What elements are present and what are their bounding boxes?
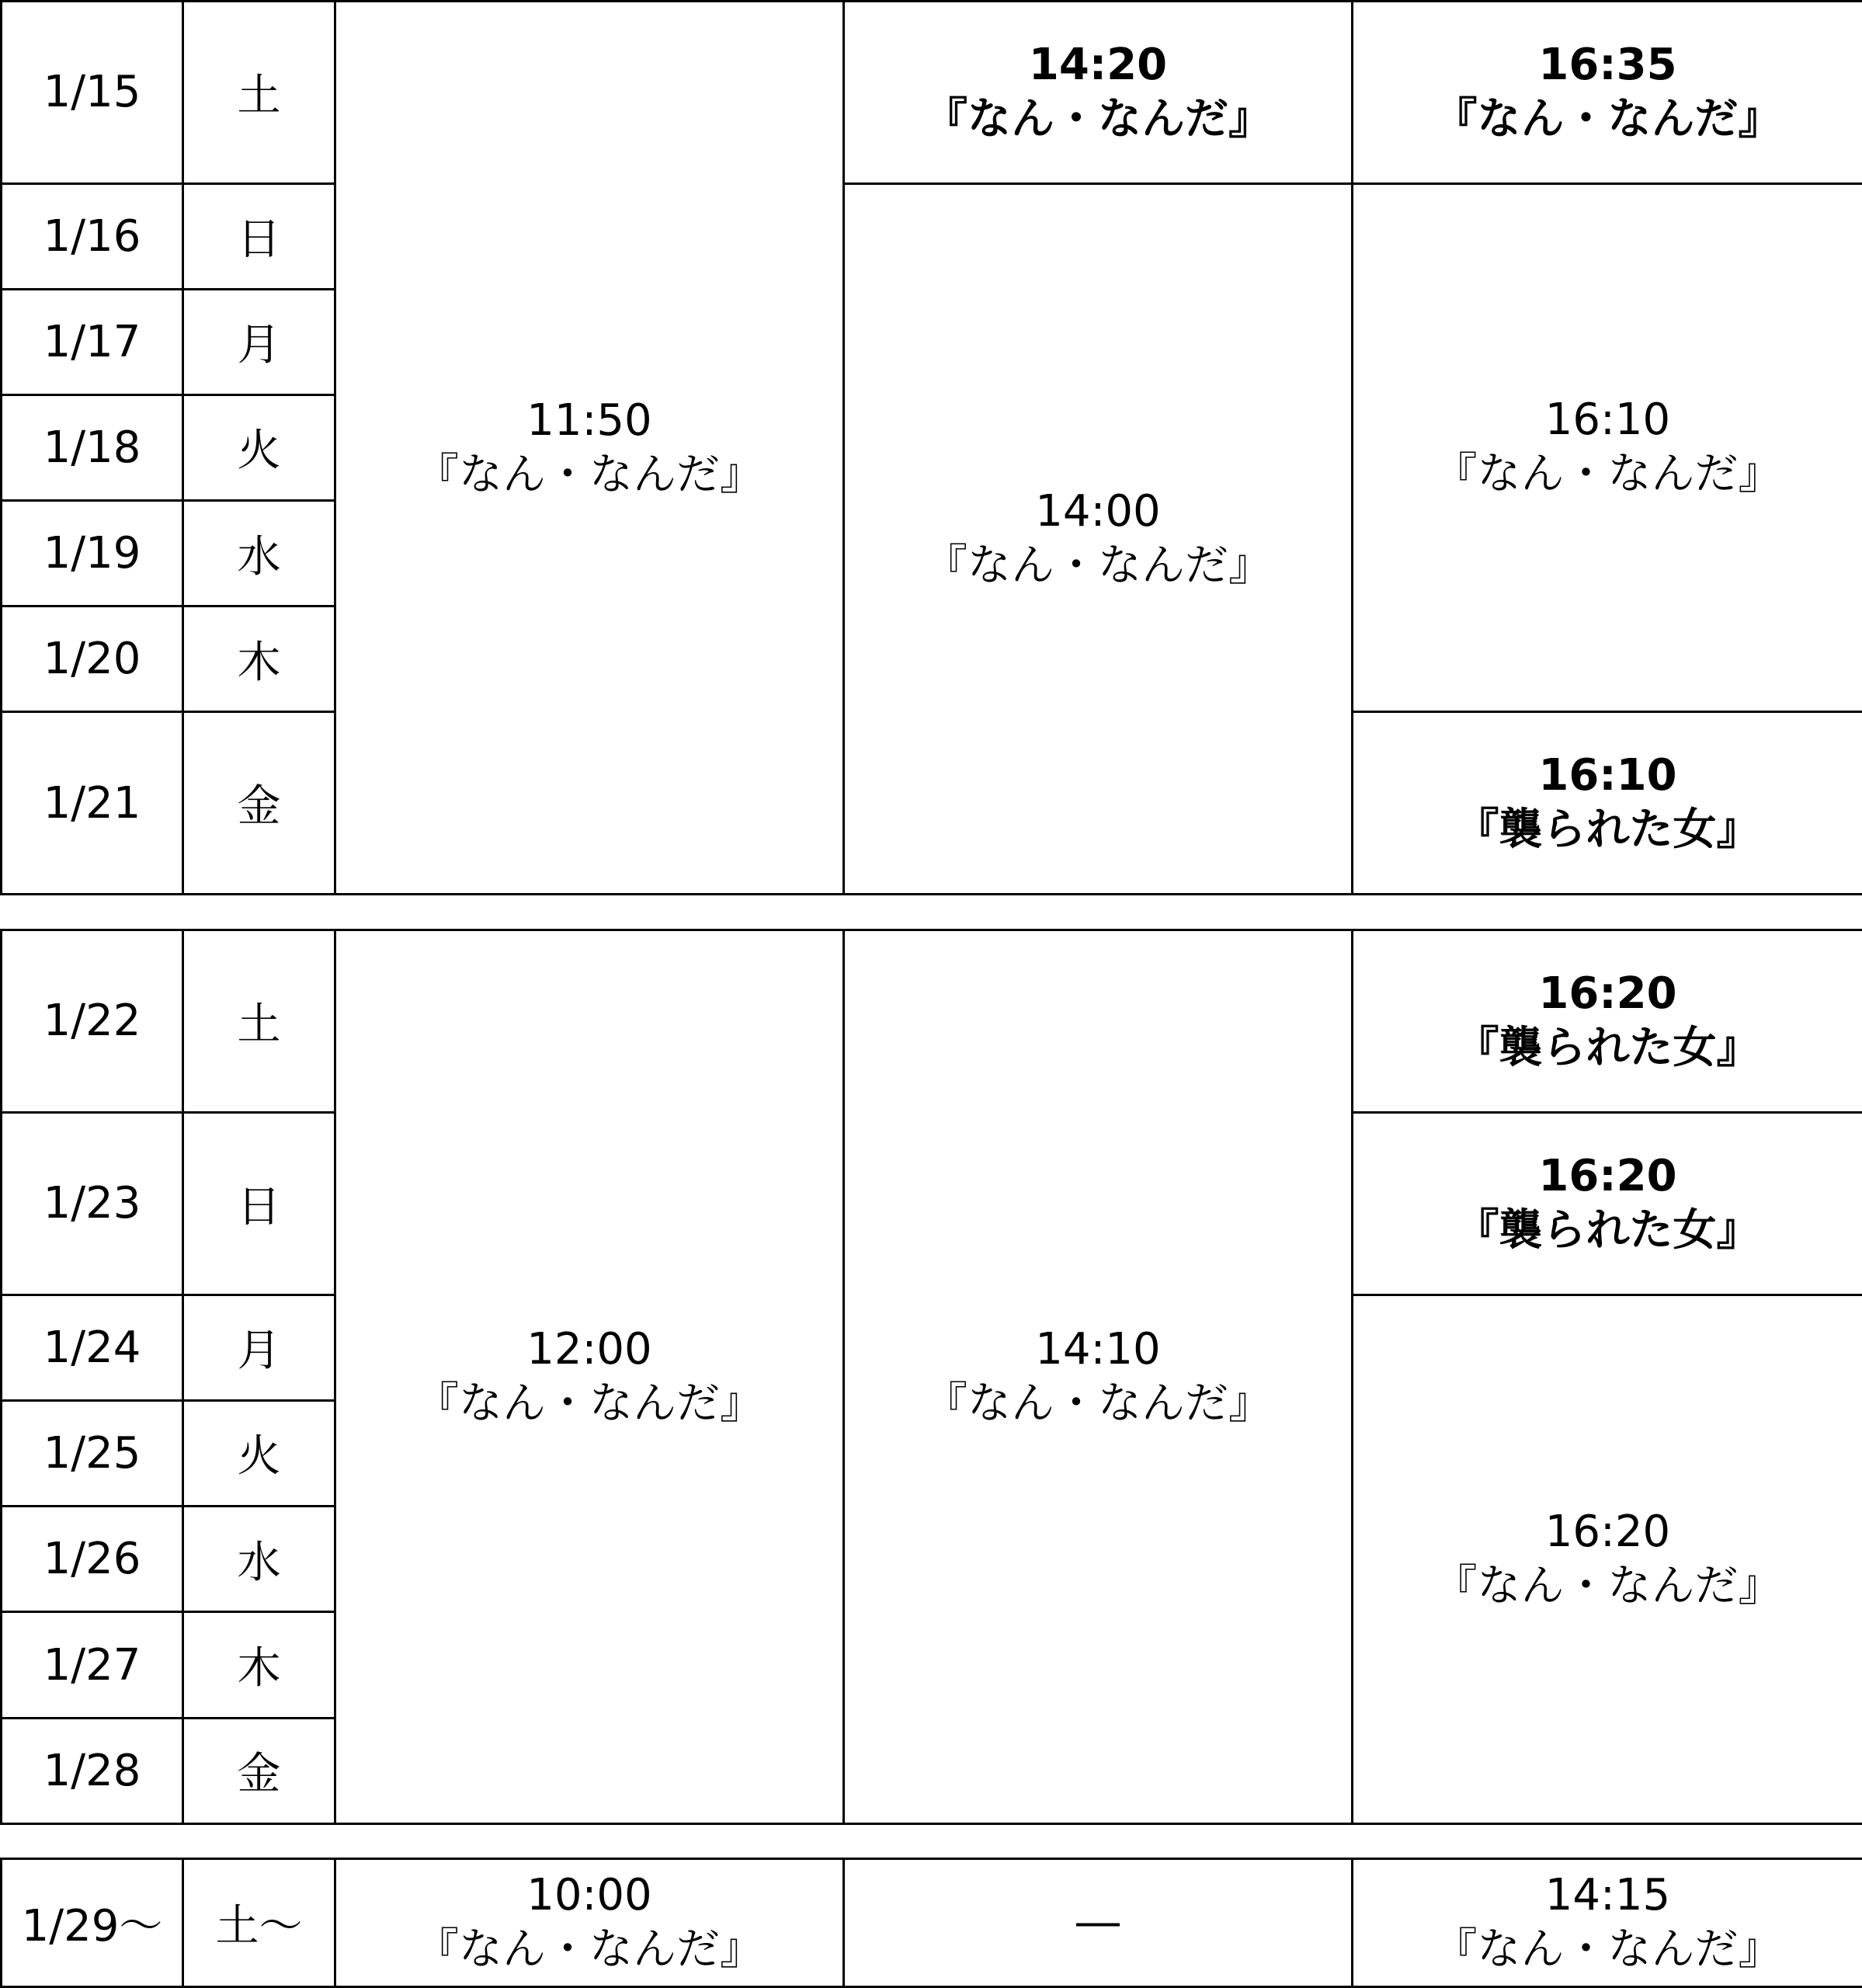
film-title: 『なん・なんだ』 bbox=[415, 1924, 763, 1975]
schedule-week-2 bbox=[0, 929, 1862, 1825]
weekday-cell: 木 bbox=[183, 606, 335, 712]
showtime: 14:15 bbox=[1544, 1870, 1671, 1920]
weekday-cell: 日 bbox=[183, 1112, 335, 1295]
film-title: 『なん・なんだ』 bbox=[1433, 93, 1782, 144]
film-title: 『なん・なんだ』 bbox=[924, 93, 1272, 144]
date-cell: 1/26 bbox=[2, 1507, 183, 1612]
showtime: 16:20 bbox=[1538, 968, 1677, 1019]
date-cell: 1/16 bbox=[2, 183, 183, 289]
date-cell: 1/22 bbox=[2, 930, 183, 1113]
showtime: 14:20 bbox=[1028, 39, 1168, 90]
showtime: 16:20 bbox=[1544, 1506, 1671, 1557]
film-title: 『襲られた女』 bbox=[1455, 1022, 1760, 1073]
showtime: 12:00 bbox=[526, 1324, 652, 1375]
date-cell: 1/29～ bbox=[2, 1859, 183, 1987]
showtime: 14:10 bbox=[1035, 1324, 1161, 1375]
film-title: 『なん・なんだ』 bbox=[415, 1378, 763, 1429]
weekday-cell: 日 bbox=[183, 183, 335, 289]
weekday-cell: 金 bbox=[183, 712, 335, 895]
showtime-cell-col2 bbox=[844, 183, 1353, 894]
weekday-cell: 土 bbox=[183, 2, 335, 184]
date-cell: 1/19 bbox=[2, 501, 183, 606]
showtime-cell-col1 bbox=[335, 2, 844, 895]
date-cell: 1/15 bbox=[2, 2, 183, 184]
date-cell: 1/17 bbox=[2, 289, 183, 394]
weekday-cell: 火 bbox=[183, 1400, 335, 1506]
showtime-cell-col1 bbox=[335, 930, 844, 1824]
date-cell: 1/21 bbox=[2, 712, 183, 895]
weekday-cell: 月 bbox=[183, 289, 335, 394]
film-title: 『襲られた女』 bbox=[1455, 1204, 1760, 1256]
weekday-cell: 水 bbox=[183, 501, 335, 606]
no-show-dash: ― bbox=[844, 1859, 1353, 1987]
showtime-cell-col3 bbox=[1353, 1295, 1862, 1823]
schedule-week-3 bbox=[0, 1858, 1862, 1988]
weekday-cell: 月 bbox=[183, 1295, 335, 1400]
weekday-cell: 火 bbox=[183, 394, 335, 500]
date-cell: 1/20 bbox=[2, 606, 183, 712]
schedule-week-1 bbox=[0, 0, 1862, 895]
showtime-cell-col3 bbox=[1353, 1859, 1862, 1987]
date-cell: 1/24 bbox=[2, 1295, 183, 1400]
film-title: 『襲られた女』 bbox=[1455, 805, 1760, 856]
showtime-cell-col3 bbox=[1353, 183, 1862, 712]
date-cell: 1/23 bbox=[2, 1112, 183, 1295]
showtime-cell-col3 bbox=[1353, 2, 1862, 184]
date-cell: 1/28 bbox=[2, 1718, 183, 1823]
date-cell: 1/25 bbox=[2, 1400, 183, 1506]
showtime: 11:50 bbox=[526, 394, 652, 446]
showtime-cell-col3 bbox=[1353, 1112, 1862, 1295]
showtime: 16:20 bbox=[1538, 1150, 1677, 1201]
date-cell: 1/18 bbox=[2, 394, 183, 500]
film-title: 『なん・なんだ』 bbox=[1433, 1924, 1782, 1975]
weekday-cell: 金 bbox=[183, 1718, 335, 1823]
film-title: 『なん・なんだ』 bbox=[1433, 449, 1782, 500]
showtime: 10:00 bbox=[526, 1870, 652, 1920]
date-cell: 1/27 bbox=[2, 1612, 183, 1718]
showtime-cell-col3 bbox=[1353, 930, 1862, 1113]
showtime-cell-col2 bbox=[844, 930, 1353, 1824]
showtime: 16:35 bbox=[1538, 39, 1677, 90]
weekday-cell: 水 bbox=[183, 1507, 335, 1612]
showtime: 16:10 bbox=[1544, 394, 1671, 446]
weekday-cell: 土 bbox=[183, 930, 335, 1113]
showtime-cell-col2 bbox=[844, 2, 1353, 184]
showtime-cell-col3 bbox=[1353, 712, 1862, 895]
showtime-cell-col1 bbox=[335, 1859, 844, 1987]
weekday-cell: 土～ bbox=[183, 1859, 335, 1987]
film-title: 『なん・なんだ』 bbox=[1433, 1560, 1782, 1611]
weekday-cell: 木 bbox=[183, 1612, 335, 1718]
film-title: 『なん・なんだ』 bbox=[924, 1378, 1272, 1429]
film-title: 『なん・なんだ』 bbox=[924, 540, 1272, 591]
film-title: 『なん・なんだ』 bbox=[415, 449, 763, 500]
showtime: 16:10 bbox=[1538, 750, 1677, 801]
showtime: 14:00 bbox=[1035, 485, 1161, 537]
